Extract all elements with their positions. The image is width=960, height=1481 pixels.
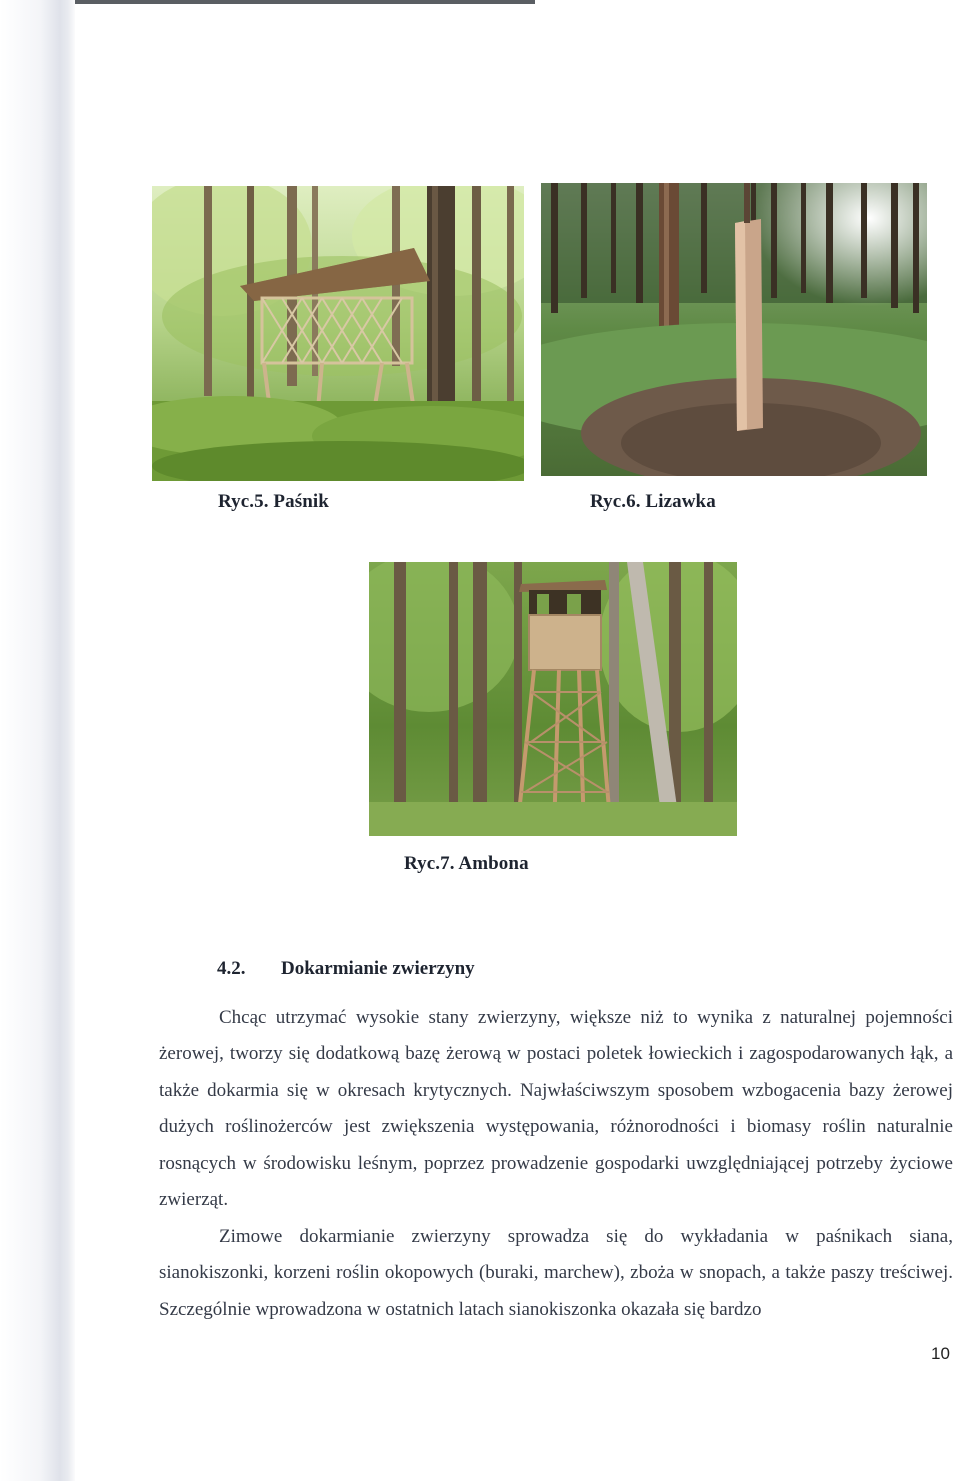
figure-caption-pasnik: Ryc.5. Paśnik (218, 491, 329, 512)
page-number: 10 (931, 1344, 950, 1363)
section-title: Dokarmianie zwierzyny (281, 958, 475, 979)
section-heading (217, 958, 475, 980)
photo-ambona (369, 562, 737, 836)
section-number: 4.2. (217, 958, 246, 979)
scan-binding-shadow (0, 0, 75, 1481)
figure-caption-lizawka: Ryc.6. Lizawka (590, 491, 716, 512)
figure-caption-ambona: Ryc.7. Ambona (404, 853, 529, 874)
body-paragraph: Zimowe dokarmianie zwierzyny sprowadza się do wykładania w paśnikach siana, sianokiszonki, korzeni roślin okopowych (buraki, marchew), zboża w snopach, a także paszy treściwej. Szczególnie wprowadzona w ostatnich latach sianokiszonka okazała się bardzo (159, 1226, 953, 1320)
body-paragraph: Chcąc utrzymać wysokie stany zwierzyny, większe niż to wynika z naturalnej pojemności żerowej, tworzy się dodatkową bazę żerową w postaci poletek łowieckich i zagospodarowanych łąk, a także dokarmia się w okresach krytycznych. Najwłaściwszym sposobem wzbogacenia bazy żerowej dużych roślinożerców jest zwiększenia występowania, różnorodności i biomasy roślin naturalnie rosnących w środowisku leśnym, poprzez prowadzenie gospodarki uwzględniającej potrzeby życiowe zwierząt. (159, 1007, 953, 1211)
photo-lizawka (541, 183, 927, 476)
photo-pasnik (152, 186, 524, 481)
scan-top-edge (0, 0, 535, 4)
